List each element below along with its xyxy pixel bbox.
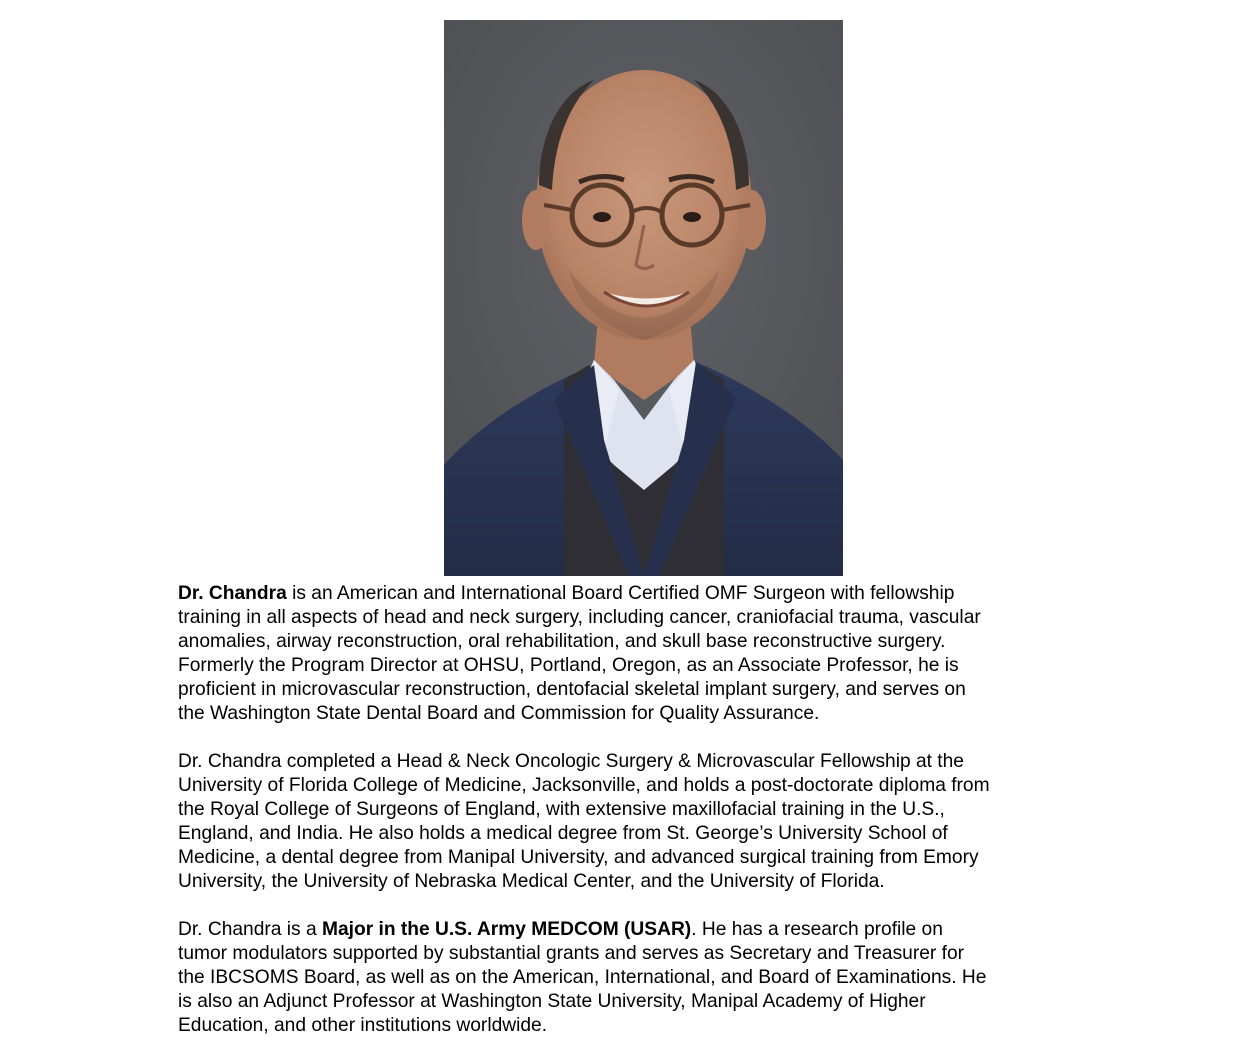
bio-line: University, the University of Nebraska Medical Center, and the University of Florida. [178, 871, 885, 892]
military-rank: Major in the U.S. Army MEDCOM (USAR) [321, 919, 692, 940]
bio-paragraph-3 [178, 918, 1078, 1038]
doctor-name: Dr. Chandra [178, 583, 287, 604]
bio-line: the Washington State Dental Board and Commission for Quality Assurance. [178, 703, 820, 724]
bio-line: the Royal College of Surgeons of England, with extensive maxillofacial training in the U.S., [178, 799, 945, 820]
bio-line: is also an Adjunct Professor at Washington State University, Manipal Academy of Higher [178, 991, 926, 1012]
bio-line: England, and India. He also holds a medical degree from St. George’s University School of [178, 823, 948, 844]
bio-line: Medicine, a dental degree from Manipal University, and advanced surgical training from Emory [178, 847, 979, 868]
portrait-photo [444, 20, 843, 576]
bio-line: tumor modulators supported by substantial grants and serves as Secretary and Treasurer for [178, 943, 965, 964]
bio-paragraph-1 [178, 582, 1078, 726]
bio-line: proficient in microvascular reconstruction, dentofacial skeletal implant surgery, and serves on [178, 679, 966, 700]
bio-text: Dr. Chandra is a [178, 919, 322, 940]
bio-line: Formerly the Program Director at OHSU, Portland, Oregon, as an Associate Professor, he is [178, 655, 959, 676]
bio-line: Education, and other institutions worldwide. [178, 1015, 548, 1036]
bio-paragraph-2 [178, 750, 1078, 894]
bio-text: is an American and International Board Certified OMF Surgeon with fellowship [286, 583, 955, 604]
bio-line: University of Florida College of Medicine, Jacksonville, and holds a post-doctorate diploma from [178, 775, 990, 796]
biography [178, 582, 1078, 1062]
portrait-icon [444, 20, 843, 576]
bio-line: anomalies, airway reconstruction, oral rehabilitation, and skull base reconstructive surgery. [178, 631, 946, 652]
bio-line [178, 918, 1078, 942]
bio-line: training in all aspects of head and neck surgery, including cancer, craniofacial trauma, vascular [178, 607, 981, 628]
bio-text: . He has a research profile on [691, 919, 943, 940]
bio-line [178, 582, 1078, 606]
bio-line: Dr. Chandra completed a Head & Neck Oncologic Surgery & Microvascular Fellowship at the [178, 751, 964, 772]
bio-line: the IBCSOMS Board, as well as on the American, International, and Board of Examinations. He [178, 967, 987, 988]
